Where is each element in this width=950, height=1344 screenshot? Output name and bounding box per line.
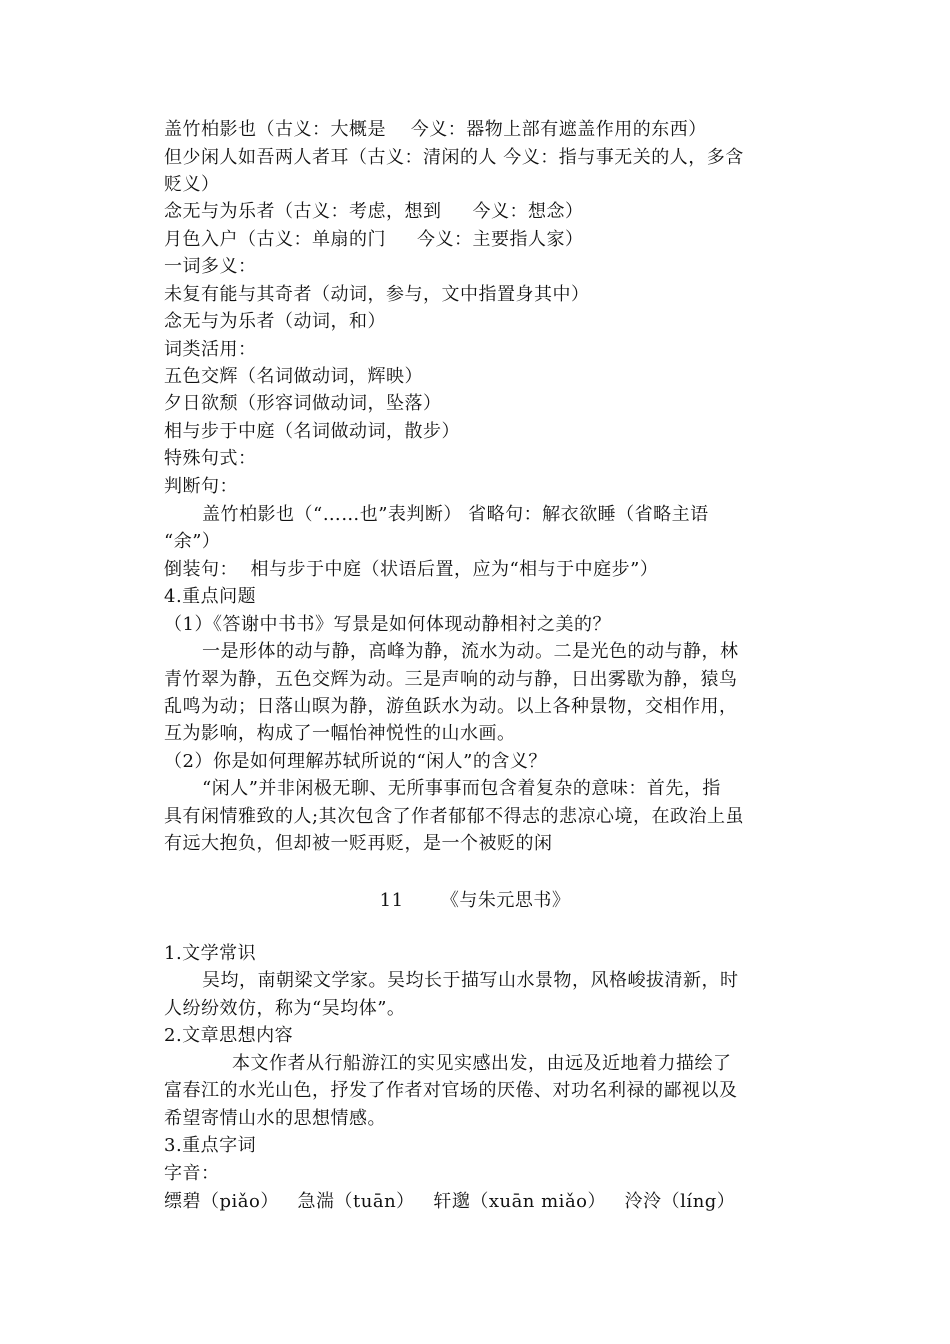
answer-2-line-2: 具有闲情雅致的人;其次包含了作者郁郁不得志的悲凉心境，在政治上虽 [164, 806, 745, 827]
answer-2-line-3: 有远大抱负，但却被一贬再贬，是一个被贬的闲 [164, 833, 553, 854]
wenxue-heading: 1.文学常识 [164, 943, 257, 964]
huoyong-heading: 词类活用： [164, 339, 257, 360]
question-1: （1）《答谢中书书》写景是如何体现动静相衬之美的？ [164, 614, 611, 635]
jushi-heading: 特殊句式： [164, 448, 257, 469]
gujin-line-4: 念无与为乐者（古义：考虑，想到 今义：想念） [164, 201, 584, 222]
answer-1-line-1: 一是形体的动与静，高峰为静，流水为动。二是光色的动与静，林 [202, 641, 739, 662]
answer-2-line-1: “闲人”并非闲极无聊、无所事事而包含着复杂的意味：首先，指 [202, 778, 721, 799]
duoyi-line-1: 未复有能与其奇者（动词，参与，文中指置身其中） [164, 284, 590, 305]
wenxue-line-2: 人纷纷效仿，称为“吴均体”。 [164, 998, 406, 1019]
wenxue-line-1: 吴均，南朝梁文学家。吴均长于描写山水景物，风格峻拔清新，时 [202, 970, 739, 991]
panduan-line-1: 盖竹柏影也（“……也”表判断） 省略句：解衣欲睡（省略主语 [202, 504, 709, 525]
zici-heading: 3.重点字词 [164, 1135, 257, 1156]
gujin-line-3: 贬义） [164, 174, 220, 195]
sixiang-line-2: 富春江的水光山色，抒发了作者对官场的厌倦、对功名利禄的鄙视以及 [164, 1080, 738, 1101]
answer-1-line-3: 乱鸣为动；日落山暝为静，游鱼跃水为动。以上各种景物，交相作用， [164, 696, 738, 717]
sixiang-heading: 2.文章思想内容 [164, 1025, 294, 1046]
sixiang-line-1: 本文作者从行船游江的实见实感出发，由远及近地着力描绘了 [232, 1053, 732, 1074]
panduan-line-2: “余”） [164, 531, 221, 552]
sixiang-line-3: 希望寄情山水的思想情感。 [164, 1108, 386, 1129]
gujin-line-1: 盖竹柏影也（古义：大概是 今义：器物上部有遮盖作用的东西） [164, 119, 707, 140]
huoyong-line-3: 相与步于中庭（名词做动词，散步） [164, 421, 460, 442]
duoyi-line-2: 念无与为乐者（动词，和） [164, 311, 386, 332]
daozhuang-line: 倒装句： 相与步于中庭（状语后置，应为“相与于中庭步”） [164, 559, 659, 580]
gujin-line-5: 月色入户（古义：单扇的门 今义：主要指人家） [164, 229, 584, 250]
lesson-title: 11 《与朱元思书》 [379, 890, 571, 911]
answer-1-line-2: 青竹翠为静，五色交辉为动。三是声响的动与静，日出雾歇为静，猿鸟 [164, 669, 738, 690]
duoyi-heading: 一词多义： [164, 256, 257, 277]
answer-1-line-4: 互为影响，构成了一幅怡神悦性的山水画。 [164, 723, 516, 744]
panduan-heading: 判断句： [164, 476, 238, 497]
question-2: （2）你是如何理解苏轼所说的“闲人”的含义？ [164, 751, 547, 772]
ziyin-line: 缥碧（piǎo） 急湍（tuān） 轩邈（xuān miǎo） 泠泠（líng） [164, 1191, 736, 1212]
gujin-line-2: 但少闲人如吾两人者耳（古义：清闲的人 今义：指与事无关的人，多含 [164, 147, 744, 168]
huoyong-line-2: 夕日欲颓（形容词做动词，坠落） [164, 393, 442, 414]
huoyong-line-1: 五色交辉（名词做动词，辉映） [164, 366, 423, 387]
wenti-heading: 4.重点问题 [164, 586, 257, 607]
ziyin-heading: 字音： [164, 1163, 220, 1184]
